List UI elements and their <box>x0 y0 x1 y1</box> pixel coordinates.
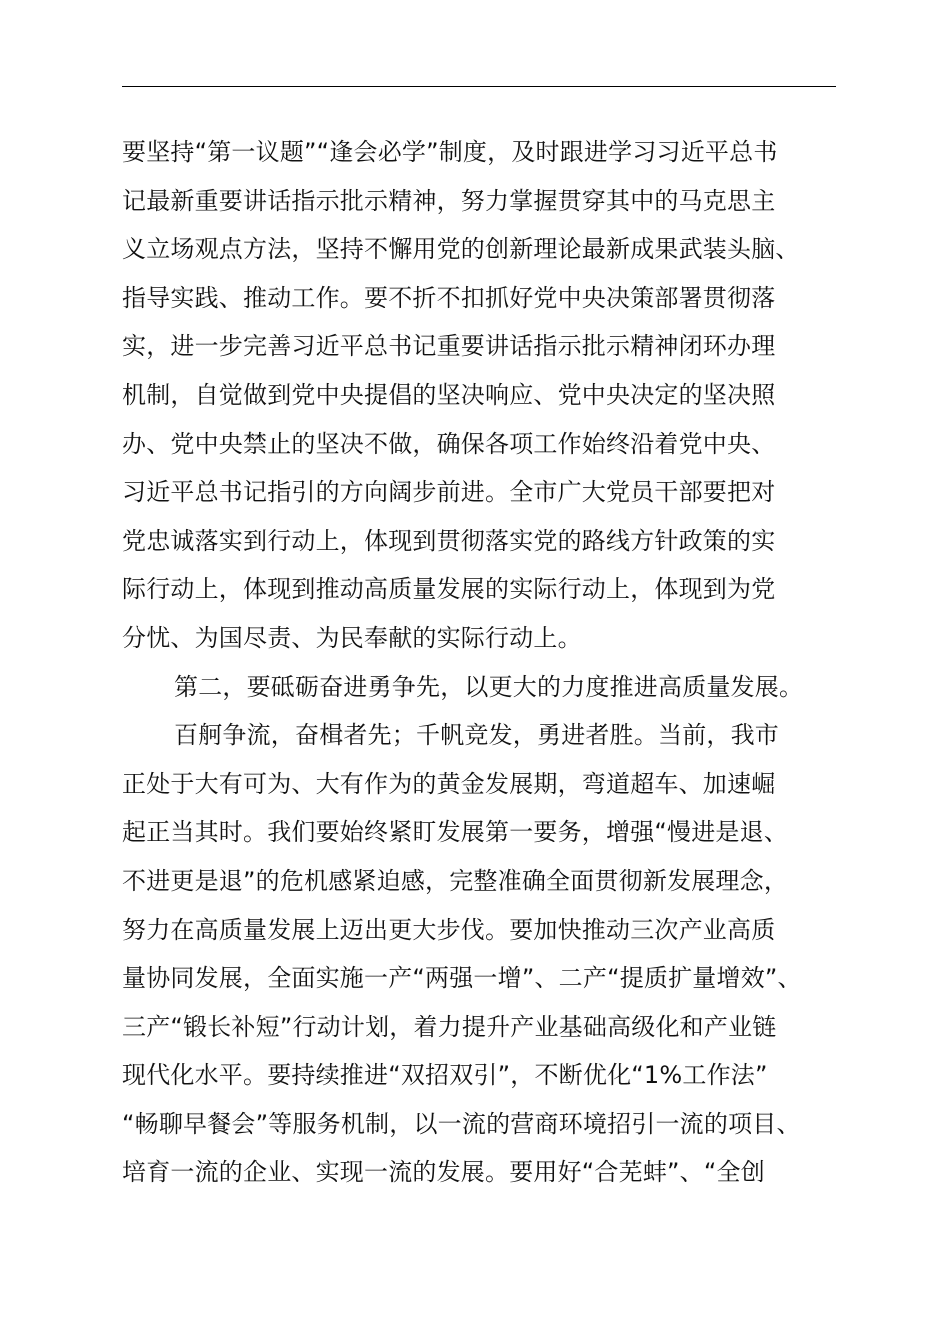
text-line: 努力在高质量发展上迈出更大步伐。要加快推动三次产业高质 <box>122 915 776 944</box>
text-line: 量协同发展，全面实施一产“两强一增”、二产“提质扩量增效”、 <box>122 964 802 993</box>
text-line: 习近平总书记指引的方向阔步前进。全市广大党员干部要把对 <box>122 478 776 507</box>
text-line: 党忠诚落实到行动上，体现到贯彻落实党的路线方针政策的实 <box>122 526 776 555</box>
text-line: 培育一流的企业、实现一流的发展。要用好“合芜蚌”、“全创 <box>122 1158 765 1187</box>
text-line: 现代化水平。要持续推进“双招双引”，不断优化“1%工作法” <box>122 1061 768 1090</box>
text-line: 要坚持“第一议题”“逢会必学”制度，及时跟进学习习近平总书 <box>122 138 778 166</box>
text-line: 机制，自觉做到党中央提倡的坚决响应、党中央决定的坚决照 <box>122 380 776 409</box>
text-line: 分忧、为国尽责、为民奉献的实际行动上。 <box>122 623 582 652</box>
text-line: “畅聊早餐会”等服务机制，以一流的营商环境招引一流的项目、 <box>122 1109 801 1138</box>
text-line: 三产“锻长补短”行动计划，着力提升产业基础高级化和产业链 <box>122 1012 777 1041</box>
section-heading: 第二，要砥砺奋进勇争先，以更大的力度推进高质量发展。 <box>174 672 804 701</box>
paragraph-start-line: 百舸争流，奋楫者先；千帆竞发，勇进者胜。当前，我市 <box>174 721 779 750</box>
text-line: 正处于大有可为、大有作为的黄金发展期，弯道超车、加速崛 <box>122 769 776 798</box>
text-line: 起正当其时。我们要始终紧盯发展第一要务，增强“慢进是退、 <box>122 818 789 847</box>
body-text <box>122 128 842 1197</box>
header-rule <box>122 86 836 87</box>
text-line: 际行动上，体现到推动高质量发展的实际行动上，体现到为党 <box>122 575 776 604</box>
text-line: 不进更是退”的危机感紧迫感，完整准确全面贯彻新发展理念， <box>122 866 789 895</box>
text-line: 实，进一步完善习近平总书记重要讲话指示批示精神闭环办理 <box>122 332 776 361</box>
text-line: 义立场观点方法，坚持不懈用党的创新理论最新成果武装头脑、 <box>122 235 800 264</box>
text-line: 办、党中央禁止的坚决不做，确保各项工作始终沿着党中央、 <box>122 429 776 458</box>
text-line: 记最新重要讲话指示批示精神，努力掌握贯穿其中的马克思主 <box>122 186 776 215</box>
text-line: 指导实践、推动工作。要不折不扣抓好党中央决策部署贯彻落 <box>122 283 776 312</box>
